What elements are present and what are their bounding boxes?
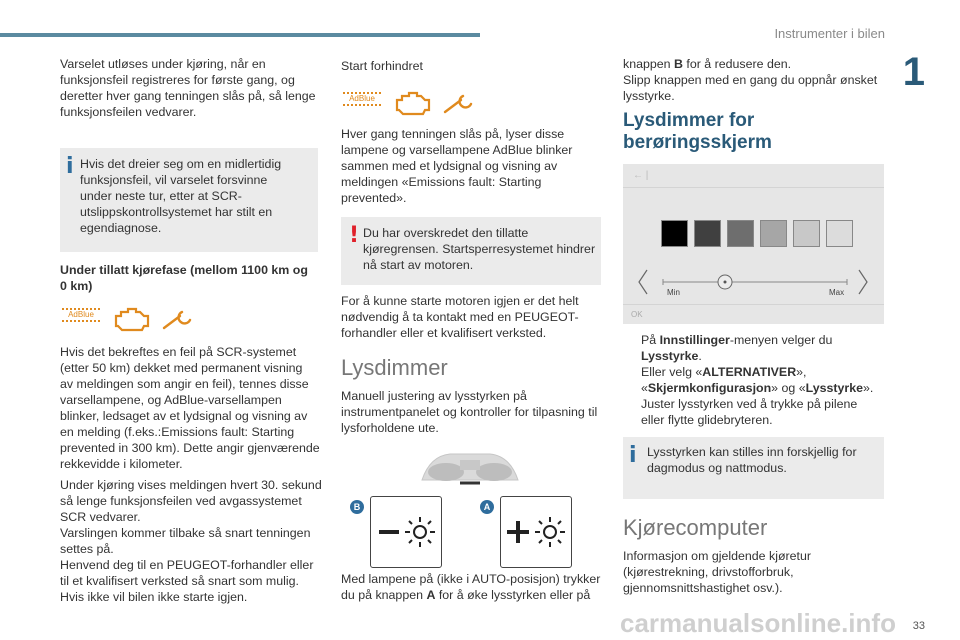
adblue-warning-icon: AdBlue: [60, 308, 102, 334]
title-lysdimmer: Lysdimmer: [341, 355, 448, 380]
engine-warning-icon: [112, 306, 152, 334]
col2-para1: Hver gang tenningen slås på, lyser disse lampene og varsellampene AdBlue blinker sammen med et lydsignal og visning av meldingen «Emissions fault: Starting prevented».: [341, 127, 573, 205]
info-icon: i: [66, 154, 74, 179]
brightness-swatches: [661, 220, 861, 248]
warning-icons-row: [60, 302, 200, 338]
col1-para1: Varselet utløses under kjøring, når en funksjonsfeil registreres for første gang, og deretter hver gang tenningen slås på, så lenge funksjonsfeilen vedvarer.: [60, 57, 316, 119]
page-number: 33: [912, 620, 925, 632]
sun-icon: [533, 515, 567, 549]
engine-warning-icon: [393, 90, 433, 118]
warning-exclamation-icon: !: [349, 223, 360, 248]
col2-para4: Med lampene på (ikke i AUTO-posisjon) trykker du på knappen A for å øke lysstyrken eller på: [341, 572, 601, 602]
subhead-driving-phase: Under tillatt kjørefase (mellom 1100 km og 0 km): [60, 263, 308, 293]
watermark: carmanualsonline.info: [620, 608, 896, 638]
wrench-warning-icon: [160, 308, 196, 332]
chapter-number: 1: [902, 50, 925, 94]
label-a: A: [480, 500, 494, 514]
brightness-swatch: [694, 220, 721, 247]
col3-para1: knappen B for å redusere den. Slipp knappen med en gang du oppnår ønsket lysstyrke.: [623, 57, 878, 103]
start-prevented-icons-row: [341, 86, 481, 122]
brightness-swatch: [793, 220, 820, 247]
wrench-warning-icon: [441, 92, 477, 116]
title-trip-computer: Kjørecomputer: [623, 515, 768, 540]
chevron-left-icon: [639, 270, 647, 294]
plus-icon: [507, 521, 529, 543]
col2-para3: Manuell justering av lysstyrken på instrumentpanelet og kontroller for tilpasning til lysforholdene ute.: [341, 389, 598, 435]
col1-para2: Hvis det bekreftes en feil på SCR-systemet (etter 50 km) dekket med permanent visning av meldingen som angir en feil), tennes disse varsellampene, og AdBlue-varsellampen blinker, ledsaget av et lydsignal og visning av en melding (f.eks.:Emissions fault: Starting prevented in 300 km). Dette angir gjenværende rekkevidde i kilometer.: [60, 345, 320, 471]
label-b: B: [350, 500, 364, 514]
dim-decrease-button-illustration: [370, 496, 442, 568]
slider-max-label: Max: [829, 288, 845, 297]
section-title: Instrumenter i bilen: [774, 26, 885, 41]
touchscreen-illustration: [623, 164, 884, 324]
brightness-swatch: [661, 220, 688, 247]
brightness-swatch: [727, 220, 754, 247]
sun-icon: [403, 515, 437, 549]
warning-box-limit-exceeded: ! Du har overskredet den tillatte kjøregrensen. Startsperresystemet hindrer nå start av motoren.: [341, 217, 601, 285]
ok-label: OK: [631, 310, 643, 319]
brightness-swatch: [826, 220, 853, 247]
back-arrow-icon: ← |: [633, 170, 649, 181]
start-prevented-heading: Start forhindret: [341, 59, 423, 73]
chevron-right-icon: [859, 270, 867, 294]
title-touchscreen-dimmer: Lysdimmer for berøringsskjerm: [623, 110, 772, 153]
minus-icon: [379, 530, 399, 534]
header-accent-bar: [0, 33, 480, 37]
info-icon: i: [629, 443, 637, 468]
dim-increase-button-illustration: [500, 496, 572, 568]
adblue-warning-icon: AdBlue: [341, 92, 383, 118]
instrument-panel-illustration: [420, 450, 520, 486]
col2-para2: For å kunne starte motoren igjen er det helt nødvendig å ta kontakt med en PEUGEOT- forhandler eller et kvalifisert verksted.: [341, 294, 579, 340]
col3-para-end: Informasjon om gjeldende kjøretur (kjørestrekning, drivstofforbruk, gjennomsnittshastighet osv.).: [623, 549, 812, 595]
brightness-swatch: [760, 220, 787, 247]
info-box-day-night: i Lysstyrken kan stilles inn forskjellig for dagmodus og nattmodus.: [623, 437, 884, 499]
instruction-bullets: På Innstillinger-menyen velger du Lysstyrke. Eller velg «ALTERNATIVER», «Skjermkonfigurasjon» og «Lysstyrke». Juster lysstyrken ved å trykke på pilene eller flytte glidebryteren.: [641, 333, 874, 427]
slider-min-label: Min: [667, 288, 680, 297]
col1-para3: Under kjøring vises meldingen hvert 30. sekund så lenge funksjonsfeilen ved avgassystemet SCR vedvarer. Varslingen kommer tilbake så snart tenningen settes på. Henvend deg til en PEUGEOT-forhandler eller til et kvalifisert verksted så snart som mulig. Hvis ikke vil bilen ikke starte igjen.: [60, 478, 322, 604]
info-box-temporary-fault: i Hvis det dreier seg om en midlertidig funksjonsfeil, vil varselet forsvinne under neste tur, etter at SCR- utslippskontrollsystemet har stilt en egendiagnose.: [60, 148, 318, 252]
